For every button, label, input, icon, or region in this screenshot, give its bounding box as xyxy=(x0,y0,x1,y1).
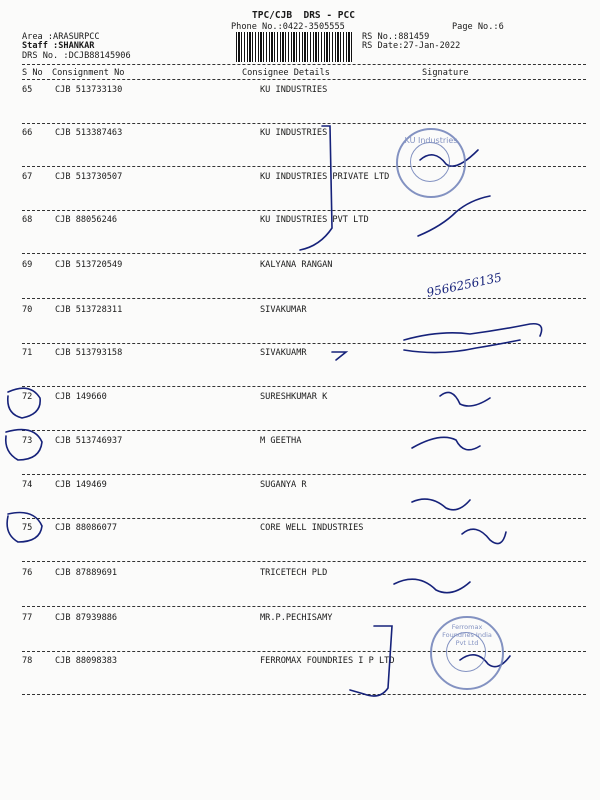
signature-mark xyxy=(418,196,490,236)
row-sno: 72 xyxy=(22,392,33,402)
row-consignment: CJB 88056246 xyxy=(55,215,118,225)
row-consignment: CJB 513793158 xyxy=(55,348,123,358)
row-consignment: CJB 87889691 xyxy=(55,568,118,578)
staff-label: Staff :SHANKAR xyxy=(22,41,95,51)
row-consignment: CJB 87939886 xyxy=(55,613,118,623)
row-consignee: SIVAKUAMR xyxy=(260,348,307,358)
row-consignee: KALYANA RANGAN xyxy=(260,260,333,270)
area-label: Area :ARASURPCC xyxy=(22,32,100,42)
row-sno: 71 xyxy=(22,348,33,358)
row-sno: 73 xyxy=(22,436,33,446)
row-consignee: SURESHKUMAR K xyxy=(260,392,328,402)
signature-mark xyxy=(412,499,470,510)
row-consignee: SIVAKUMAR xyxy=(260,305,307,315)
row-consignee: KU INDUSTRIES PRIVATE LTD xyxy=(260,172,390,182)
row-sno: 74 xyxy=(22,480,33,490)
row-consignment: CJB 88098383 xyxy=(55,656,118,666)
row-sno: 78 xyxy=(22,656,33,666)
col-consignee: Consignee Details xyxy=(242,68,330,78)
row-sno: 67 xyxy=(22,172,33,182)
row-consignee: M GEETHA xyxy=(260,436,302,446)
row-consignment: CJB 513730507 xyxy=(55,172,123,182)
signature-mark xyxy=(440,392,490,406)
signature-mark xyxy=(404,340,520,353)
handwritten-phone: 9566256135 xyxy=(425,270,503,300)
row-circle xyxy=(7,513,42,543)
signature-mark xyxy=(404,324,542,340)
report-title: TPC/CJB DRS - PCC xyxy=(252,10,355,21)
rs-number: RS No.:881459 xyxy=(362,32,430,42)
col-consignment: Consignment No xyxy=(52,68,125,78)
signature-mark xyxy=(462,529,506,543)
col-signature: Signature xyxy=(422,68,469,78)
ku-industries-stamp: KU Industries xyxy=(396,128,466,198)
row-consignment: CJB 513733130 xyxy=(55,85,123,95)
row-consignment: CJB 513720549 xyxy=(55,260,123,270)
row-sno: 75 xyxy=(22,523,33,533)
row-sno: 69 xyxy=(22,260,33,270)
drs-number: DRS No. :DCJB88145906 xyxy=(22,51,131,61)
row-consignee: TRICETECH PLD xyxy=(260,568,328,578)
row-sno: 70 xyxy=(22,305,33,315)
row-sno: 76 xyxy=(22,568,33,578)
row-consignment: CJB 513746937 xyxy=(55,436,123,446)
row-circle xyxy=(8,388,40,418)
row-consignee: KU INDUSTRIES xyxy=(260,85,328,95)
row-sno: 68 xyxy=(22,215,33,225)
signature-mark xyxy=(394,579,470,592)
ferromax-stamp: Ferromax Foundries India Pvt Ltd xyxy=(430,616,504,690)
row-consignee: FERROMAX FOUNDRIES I P LTD xyxy=(260,656,395,666)
row-sno: 65 xyxy=(22,85,33,95)
row-sno: 66 xyxy=(22,128,33,138)
bracket-mark xyxy=(300,126,332,250)
col-sno: S No xyxy=(22,68,43,78)
row-consignment: CJB 513728311 xyxy=(55,305,123,315)
signature-mark xyxy=(412,437,480,450)
row-consignee: MR.P.PECHISAMY xyxy=(260,613,333,623)
row-sno: 77 xyxy=(22,613,33,623)
row-consignee: KU INDUSTRIES PVT LTD xyxy=(260,215,369,225)
row-consignee: SUGANYA R xyxy=(260,480,307,490)
bracket-mark xyxy=(350,626,392,696)
row-consignee: KU INDUSTRIES xyxy=(260,128,328,138)
phone-number: Phone No.:0422-3505555 xyxy=(231,22,345,32)
row-circle xyxy=(6,430,42,460)
bracket-mark xyxy=(332,352,346,360)
row-consignment: CJB 149469 xyxy=(55,480,107,490)
row-consignee: CORE WELL INDUSTRIES xyxy=(260,523,364,533)
page-number: Page No.:6 xyxy=(452,22,504,32)
row-consignment: CJB 513387463 xyxy=(55,128,123,138)
row-consignment: CJB 88086077 xyxy=(55,523,118,533)
row-consignment: CJB 149660 xyxy=(55,392,107,402)
rs-date: RS Date:27-Jan-2022 xyxy=(362,41,461,51)
